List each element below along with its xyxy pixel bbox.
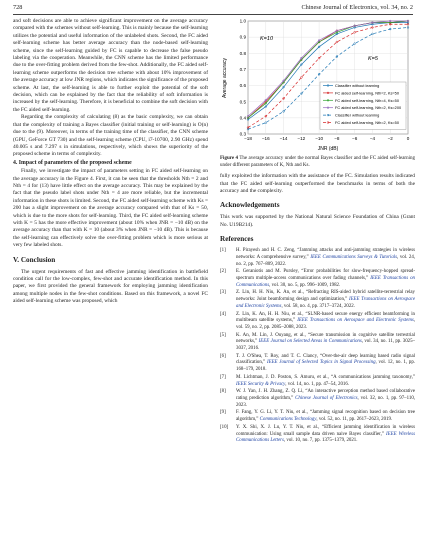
reference-journal-link[interactable]: IEEE Security & Privacy <box>236 381 286 387</box>
legend-label: FC aided self-learning, Nth=4, Ks=50 <box>335 97 400 103</box>
x-tick-label: −18 <box>244 136 252 141</box>
y-tick-label: 0.6 <box>239 83 246 89</box>
accuracy-chart <box>220 18 415 153</box>
paragraph-ack: This work was supported by the National Natural Science Foundation of China (Grant No. U19B214). <box>220 214 415 228</box>
reference-journal-link[interactable]: IEEE Journal on Selected Areas in Communications <box>258 339 362 345</box>
x-tick-label: −2 <box>387 136 393 141</box>
paragraph: Finally, we investigate the impact of parameters setting in FC aided self-learning on the average accuracy in the Figure 4. First, it can be seen that the thresholds Nth = 2 and Nth = 4 for (13) have little effect on the average accuracy. This may be explained by the fact that the pseudo label shots under Nth = 4 are more reliable, but the incremental information in these shots is limited. Second, the FC aided self-learning scheme with Ks = 200 has a slight improvement on the average accuracy compared with that of Ks = 50, which is due to the more shots for self-learning. Third, the FC aided self-learning scheme with K = 5 has the more effective improvement (about 10% when JNR = −10 dB) on the average accuracy than that with K = 10 (about 3% when JNR = −10 dB). This is because the self-learning can effectively solve the over-fitting problem which is more serious at very few labeled shots. <box>13 168 208 249</box>
x-tick-label: −10 <box>315 136 324 141</box>
x-axis-label: JNR (dB) <box>317 146 339 152</box>
left-column <box>13 18 208 306</box>
y-tick-label: 0.3 <box>239 131 246 137</box>
section-heading-ack: Acknowledgements <box>220 201 280 210</box>
reference-journal-link[interactable]: IEEE Transactions on Aerospace and Electronic Systems <box>297 318 414 324</box>
x-tick-label: −14 <box>279 136 288 141</box>
reference-item <box>220 425 415 445</box>
reference-item <box>220 375 415 388</box>
reference-list <box>220 248 415 445</box>
paragraph: fully exploited the information with the assistance of the FC. Simulation results indicated that the FC aided self-learning outperformed the benchmarks in terms of both the accuracy and the complexity. <box>220 173 415 194</box>
journal-title: Chinese Journal of Electronics, vol. 34, no. 2 <box>301 4 413 11</box>
figure-caption <box>220 156 415 169</box>
reference-number: [7] <box>220 374 226 380</box>
reference-journal-link[interactable]: IEEE Journal of Selected Topics in Signal Processing <box>266 360 376 366</box>
legend-label: Classifier without learning <box>335 83 380 88</box>
reference-number: [9] <box>220 410 226 416</box>
paragraph: The urgent requirements of fast and effective jamming identification in battlefield condition call for the low-complex, few-shot and accurate identification method. In this paper, we first provided the general framework for employing jamming identification among multiple nodes in the few-shot conditions. Based on this framework, a novel FC aided self-learning scheme was proposed, which <box>13 268 208 305</box>
reference-journal-link[interactable]: IEEE Transactions on Communications <box>236 276 415 288</box>
reference-text: F. Fang, Y. G. Li, Y. T. Niu, et al., “Jamming signal recognition based on decision tree algorithm,” Communications Technology, vol. 52, no. 11, pp. 2617–2623, 2019. <box>236 410 415 423</box>
paragraph: and soft decisions are able to achieve significant improvement on the average accuracy compared with the schemes without self-learning. This is mainly because the self-learning utilizes the potential and useful information of the unlabeled shots. Second, the FC aided self-learning scheme has better average accuracy than the node-based self-learning scheme, since the self-learning guided by FC is capable to decrease the false pseudo labeling via the cooperation. Meanwhile, the CNN scheme has the limited performance due to the over-fitting problem derived from the few-shot. Additionally, the FC aided self-learning scheme outperforms the decision tree scheme with about 10% improvement of the average accuracy at low JNR regions, which indicates the significance of the proposed scheme. At last, the self-learning is able to further exploit the potential of the soft decision, which can be explained by the fact that the reliability of soft information is increased by the self-learning. Therefore, it is beneficial to combine the soft decision with the FC aided self-learning. <box>13 18 208 113</box>
reference-number: [6] <box>220 353 226 359</box>
reference-text: M. Lichtman, J. D. Poston, S. Amuru, et al., “A communications jamming taxonomy,” IEEE Security & Privacy, vol. 14, no. 1, pp. 47–54, 2016. <box>236 374 415 387</box>
reference-journal-link[interactable]: Communications Technology <box>259 417 317 423</box>
x-tick-label: −4 <box>369 136 376 141</box>
reference-item <box>220 312 415 332</box>
annotation-k5: K=5 <box>368 56 378 62</box>
legend-label: FC aided self-learning, Nth=2, Ks=50 <box>335 120 400 125</box>
subsection-heading: 4. Impact of parameters of the proposed scheme <box>13 159 132 166</box>
section-heading: V. Conclusion <box>13 255 56 264</box>
x-tick-label: 0 <box>406 136 410 141</box>
reference-item <box>220 410 415 423</box>
reference-text: T. J. O'Shea, T. Roy, and T. C. Clancy, “Over-the-air deep learning based radio signal classification,” IEEE Journal of Selected Topics in Signal Processing, vol. 12, no. 1, pp. 168–179, 2018. <box>236 353 415 373</box>
reference-text: E. Geraniotis and M. Pursley, “Error probabilities for slow-frequency-hopped spread-spectrum multiple-access communications over fading channels,” IEEE Transactions on Communications, vol. 30, no. 5, pp. 996–1009, 1982. <box>236 269 415 288</box>
reference-text: Y. X. Shi, X. J. Lu, Y. T. Niu, et al., “Efficient jamming identification in wireless communication: Using small sample data driven naive Bayes classifier,” IEEE Wireless Communications Letters, vol. 10, no. 7, pp. 1375–1379, 2021. <box>236 424 415 444</box>
reference-number: [10] <box>220 424 229 430</box>
paragraph: Regarding the complexity of calculating (8) as the basic complexity, we can obtain that the complexity of training a Bayes classifier (initial training or self-learning) is O(n) due to the (9). Moreover, in terms of the training time of the classifier, the CNN scheme (GPU, GeForce GT 730) and the self-learning scheme (CPU, i7-10700, 2.90 GHz) spend 40.005 s and 7.297 s in simulations, respectively, which shows the superiority of the proposed scheme in terms of complexity. <box>13 114 208 158</box>
legend-label: Classifier without learning <box>335 112 380 118</box>
reference-item <box>220 333 415 353</box>
reference-number: [5] <box>220 332 226 338</box>
reference-journal-link[interactable]: IEEE Communications Surveys & Tutorials <box>310 254 398 260</box>
caption-text: The average accuracy under the normal Bayes classifier and the FC aided self-learning under different parameters of K, Nth and Ks. <box>220 156 415 168</box>
reference-item <box>220 248 415 268</box>
reference-journal-link[interactable]: IEEE Transactions on Aerospace and Electronic Systems <box>236 297 415 309</box>
reference-number: [3] <box>220 290 226 296</box>
reference-item <box>220 269 415 289</box>
caption-label: Figure 4 <box>220 156 238 161</box>
y-tick-label: 0.7 <box>239 67 246 73</box>
page-number: 728 <box>13 4 23 11</box>
reference-number: [4] <box>220 311 226 317</box>
y-tick-label: 0.8 <box>239 50 246 56</box>
reference-item <box>220 290 415 310</box>
x-tick-label: −6 <box>352 136 358 141</box>
reference-number: [1] <box>220 248 226 254</box>
reference-item <box>220 389 415 409</box>
annotation-k10: K=10 <box>260 36 273 42</box>
reference-journal-link[interactable]: Chinese Journal of Electronics <box>295 395 358 401</box>
chart-legend <box>320 82 406 129</box>
reference-text: K. An, M. Lin, J. Ouyang, et al., “Secure transmission in cognitive satellite terrestrial networks,” IEEE Journal on Selected Areas in Communications, vol. 34, no. 11, pp. 3025–3037, 2016. <box>236 332 416 352</box>
x-tick-label: −8 <box>334 136 340 141</box>
reference-text: W. J. Yan, J. H. Zhang, Z. Q. Li, “An interactive perception method based collaborative rating prediction algorithm,” Chinese Journal of Electronics, vol. 32, no. 1, pp. 97–110, 2023. <box>236 389 415 408</box>
legend-label: FC aided self-learning, Nth=2, Ks=50 <box>335 90 400 96</box>
legend-label: FC aided self-learning, Nth=2, Ks=200 <box>335 105 402 111</box>
reference-item <box>220 354 415 374</box>
y-tick-label: 0.4 <box>239 115 246 121</box>
reference-journal-link[interactable]: IEEE Wireless Communications Letters <box>236 431 415 444</box>
header-rule <box>13 14 413 15</box>
x-tick-label: −12 <box>297 136 306 141</box>
y-tick-label: 1.0 <box>239 18 246 24</box>
reference-text: Z. Lin, K. An, H. H. Niu, et al., “SLNR-based secure energy efficient beamforming in multibeam satellite systems,” IEEE Transactions on Aerospace and Electronic Systems, vol. 59, no. 2, pp. 2085–2088, 2023. <box>236 311 415 330</box>
reference-number: [8] <box>220 389 226 395</box>
figure-4 <box>220 18 415 153</box>
reference-text: Z. Lin, H. H. Niu, K. An, et al., “Refracting RIS-aided hybrid satellite-terrestrial relay networks: Joint beamforming design and optimization,” IEEE Transactions on Aerospace and Electronic Systems, vol. 58, no. 4, pp. 3717–3724, 2022. <box>236 290 415 309</box>
page-header <box>13 4 413 14</box>
reference-number: [2] <box>220 269 226 275</box>
y-tick-label: 0.5 <box>239 99 246 105</box>
y-axis-label: Average accuracy <box>222 58 228 98</box>
right-column <box>220 18 415 446</box>
reference-text: H. Pirayesh and H. C. Zeng, “Jamming attacks and anti-jamming strategies in wireless networks: A comprehensive survey,” IEEE Communications Surveys & Tutorials, vol. 24, no. 2, pp. 767–809, 2022. <box>236 248 416 267</box>
x-tick-label: −16 <box>261 136 270 141</box>
section-heading-references: References <box>220 235 254 244</box>
y-tick-label: 0.9 <box>239 34 246 40</box>
